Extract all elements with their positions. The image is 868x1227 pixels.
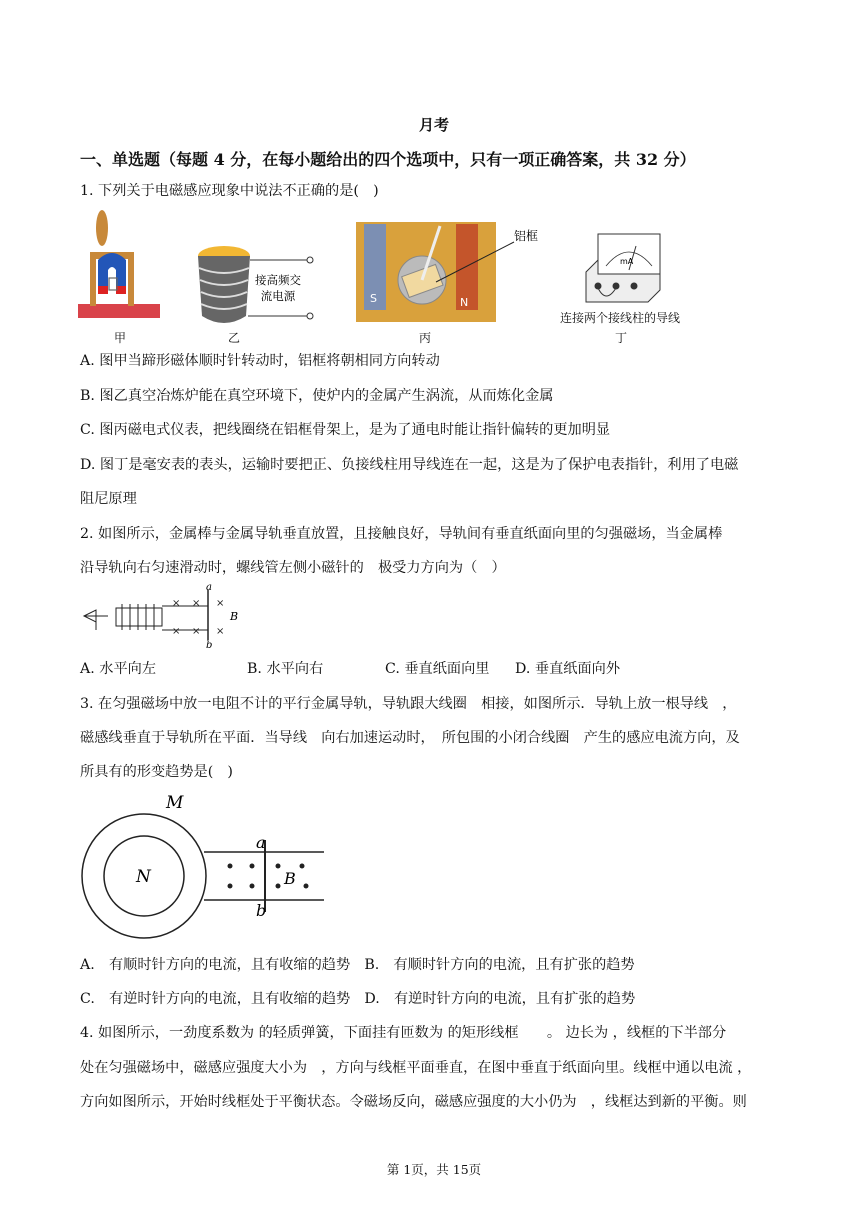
q3-label-B: B xyxy=(284,869,296,888)
q3-field-dots xyxy=(228,864,309,889)
q1-option-a: A. 图甲当蹄形磁体顺时针转动时，铝框将朝相同方向转动 xyxy=(80,353,440,369)
svg-text:×: × xyxy=(172,626,181,637)
caption-jia: 甲 xyxy=(113,331,126,345)
jia-magnet-pole-left xyxy=(98,286,108,294)
page-footer: 第 1页，共 15页 xyxy=(386,1162,482,1177)
caption-bing: 丙 xyxy=(418,331,431,345)
q2-stem-2: 沿导轨向右匀速滑动时，螺线管左侧小磁针的 极受力方向为（ ） xyxy=(80,560,506,576)
jia-post-left xyxy=(90,258,96,306)
svg-text:×: × xyxy=(172,598,181,609)
svg-text:×: × xyxy=(192,626,201,637)
svg-text:×: × xyxy=(192,598,201,609)
q3-label-b: b xyxy=(256,901,267,920)
ding-unit: mA xyxy=(620,257,634,266)
figure-q2 xyxy=(80,584,248,650)
q3-stem-3: 所具有的形变趋势是( ) xyxy=(80,764,233,780)
yi-wires xyxy=(248,260,308,316)
q3-options-ab: A. 有顺时针方向的电流，且有收缩的趋势 B. 有顺时针方向的电流，且有扩张的趋势 xyxy=(80,957,635,973)
q2-label-a: a xyxy=(206,584,212,593)
yi-terminal-top xyxy=(307,257,313,263)
q2-option-a: A. 水平向左 xyxy=(80,661,157,677)
section-heading: 一、单选题（每题 4 分，在每小题给出的四个选项中，只有一项正确答案，共 32 分） xyxy=(80,150,696,169)
page-title: 月考 xyxy=(418,116,449,134)
q3-stem-2: 磁感线垂直于导轨所在平面．当导线 向右加速运动时， 所包围的小闭合线圈 产生的感应电流方向，及 xyxy=(80,730,740,746)
q4-line-2: 处在匀强磁场中，磁感应强度大小为 ，方向与线框平面垂直，在图中垂直于纸面向里。线框中通以电流 ， xyxy=(80,1060,752,1076)
q1-option-b: B. 图乙真空冶炼炉能在真空环境下，使炉内的金属产生涡流，从而炼化金属 xyxy=(80,388,554,404)
q3-label-a: a xyxy=(256,833,266,852)
svg-text:×: × xyxy=(216,626,225,637)
q1-option-d: D. 图丁是毫安表的表头，运输时要把正、负接线柱用导线连在一起，这是为了保护电表指针，利用了电磁 xyxy=(80,457,739,473)
q3-options-cd: C. 有逆时针方向的电流，且有收缩的趋势 D. 有逆时针方向的电流，且有扩张的趋势 xyxy=(80,991,636,1007)
q1-option-c: C. 图丙磁电式仪表，把线圈绕在铝框骨架上，是为了通电时能让指针偏转的更加明显 xyxy=(80,422,611,438)
figure-yi xyxy=(188,230,326,330)
q2-option-b: B. 水平向右 xyxy=(247,661,324,677)
ding-dial xyxy=(598,234,660,274)
caption-ding: 丁 xyxy=(614,331,627,345)
q2-option-c: C. 垂直纸面向里 xyxy=(385,661,490,677)
q2-stem-1: 2. 如图所示，金属棒与金属导轨垂直放置，且接触良好，导轨间有垂直纸面向里的匀强磁场，当金属棒 xyxy=(80,526,723,542)
figure-jia xyxy=(78,208,162,326)
ding-terminal-3 xyxy=(631,283,638,290)
q2-label-b: b xyxy=(206,640,213,650)
q3-label-N: N xyxy=(136,867,151,887)
figure-q3 xyxy=(80,790,326,940)
q3-label-M: M xyxy=(166,793,184,813)
jia-handle xyxy=(96,210,108,246)
yi-furnace-body xyxy=(198,256,250,323)
q1-option-d-cont: 阻尼原理 xyxy=(80,491,137,507)
q3-stem-1: 3. 在匀强磁场中放一电阻不计的平行金属导轨，导轨跟大线圈 相接，如图所示．导轨上放一根导线 ， xyxy=(80,696,737,712)
figure-ding xyxy=(584,232,664,308)
q4-line-3: 方向如图所示，开始时线框处于平衡状态。令磁场反向，磁感应强度的大小仍为 ，线框达到新的平衡。则 xyxy=(80,1094,747,1110)
q2-option-d: D. 垂直纸面向外 xyxy=(515,661,621,677)
bing-label-s: S xyxy=(370,292,377,305)
yi-power-label-2: 流电源 xyxy=(260,289,296,303)
figure-bing xyxy=(356,222,546,324)
jia-base xyxy=(78,304,160,318)
yi-terminal-bottom xyxy=(307,313,313,319)
bing-label-n: N xyxy=(460,296,469,309)
caption-yi: 乙 xyxy=(227,331,240,345)
q2-label-field: B xyxy=(230,610,239,623)
q2-field-marks xyxy=(172,598,224,637)
bing-label-lvkuang: 铝框 xyxy=(514,229,539,243)
yi-power-label-1: 接高频交 xyxy=(255,273,301,287)
svg-text:×: × xyxy=(216,598,225,609)
jia-post-right xyxy=(128,258,134,306)
q2-solenoid xyxy=(116,608,162,626)
q1-stem: 1. 下列关于电磁感应现象中说法不正确的是( ) xyxy=(80,183,379,199)
q4-line-1: 4. 如图所示，一劲度系数为 的轻质弹簧，下面挂有匝数为 的矩形线框 。 边长为 ，线框的下半部分 xyxy=(80,1025,727,1041)
jia-frame xyxy=(109,278,117,290)
ding-wire-caption: 连接两个接线柱的导线 xyxy=(559,311,680,325)
